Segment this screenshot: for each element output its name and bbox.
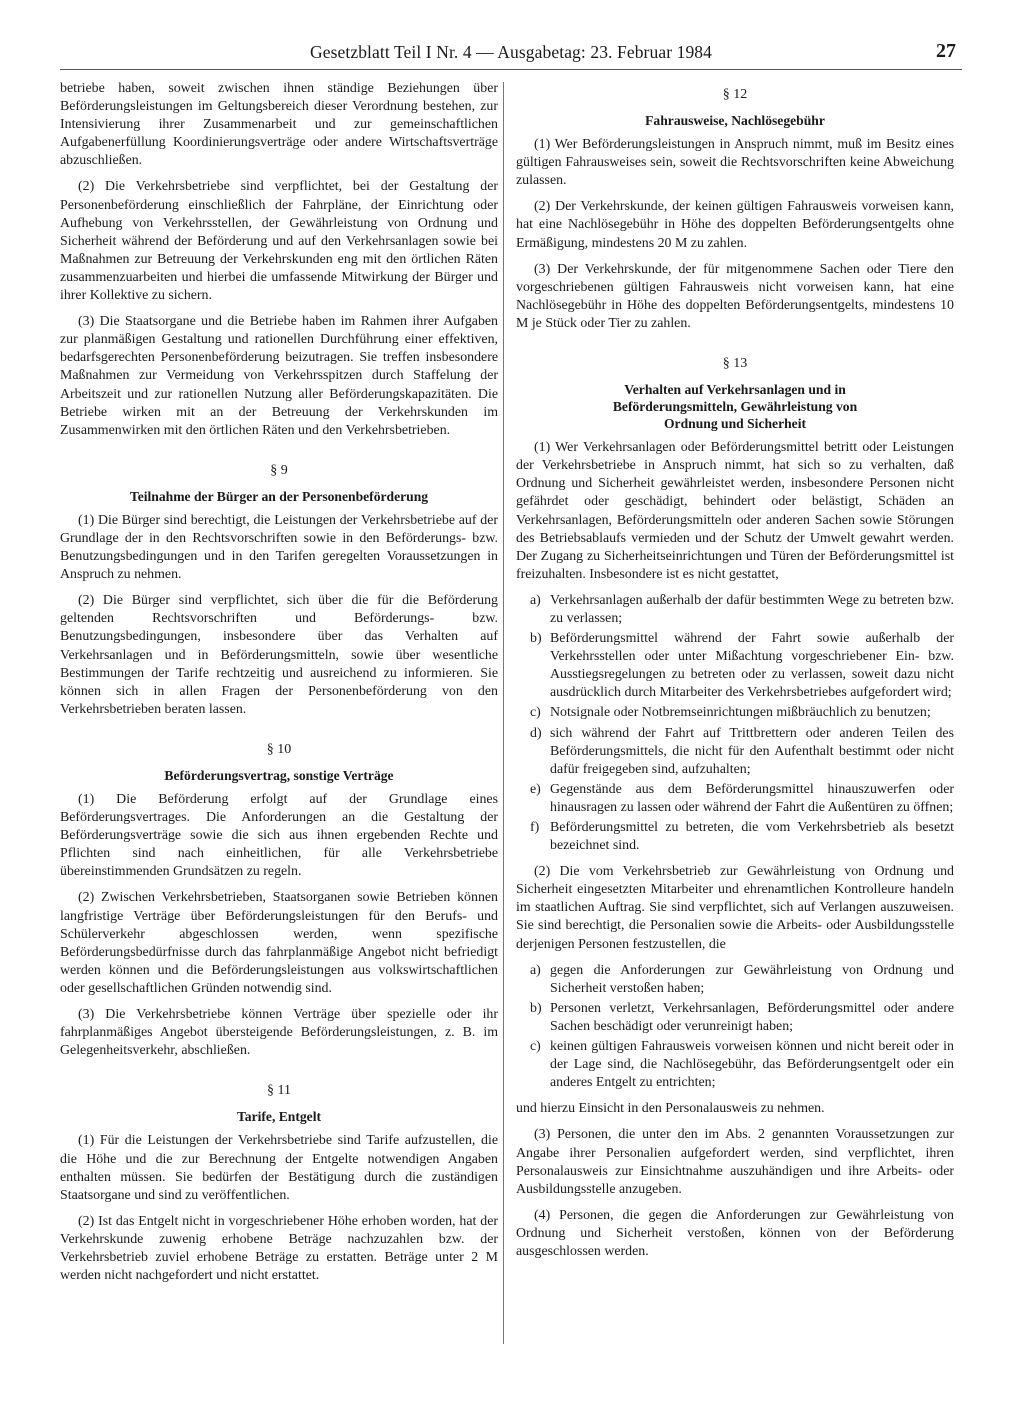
paragraph: (3) Die Staatsorgane und die Betriebe haben im Rahmen ihrer Aufgaben zur planmäßigen Gestaltung und rationellen Durchführung einer effektiven, bedarfsgerechten Personenbeförderung beizutragen. Sie treffen insbesondere Maßnahmen zur Vermeidung von Verkehrsspitzen durch Staffelung der Arbeitszeit und zur rationellen Nutzung aller Beförderungskapazitäten. Die Betriebe wirken mit an der Betreuung der Verkehrskunden im Zusammenwirken mit den örtlichen Räten und den Verkehrsbetrieben. xyxy=(60,314,498,438)
left-column xyxy=(60,80,498,1293)
paragraph: (2) Ist das Entgelt nicht in vorgeschriebener Höhe erhoben worden, hat der Verkehrskunde zuwenig erhobene Beträge nachzuzahlen bzw. der Verkehrsbetrieb zuviel erhobene Beträge zu erstatten. Beträge unter 2 M werden nicht nachgefordert und nicht erstattet. xyxy=(60,1213,498,1284)
right-column xyxy=(516,80,954,1269)
paragraph: (3) Personen, die unter den im Abs. 2 genannten Voraussetzungen zur Angabe ihrer Personalien aufgefordert werden, sind verpflichtet, ihren Personalausweis zur Einsichtnahme auszuhändigen und ihre Arbeits- oder Ausbildungsstelle anzugeben. xyxy=(516,1127,954,1197)
list-text: Notsignale oder Notbremseinrichtungen mißbräuchlich zu benutzen; xyxy=(550,705,931,721)
list-text: sich während der Fahrt auf Trittbrettern oder anderen Teilen des Beförderungsmittels, die nicht für den Aufenthalt bestimmt oder nicht dafür freigegeben sind, aufzuhalten; xyxy=(550,725,954,777)
list-item xyxy=(516,630,954,702)
header-rule xyxy=(60,69,962,70)
section-title: Fahrausweise, Nachlösegebühr xyxy=(645,113,825,129)
paragraph: (4) Personen, die gegen die Anforderungen zur Gewährleistung von Ordnung und Sicherheit verstoßen, können von der Beförderung ausgeschlossen werden. xyxy=(516,1207,954,1259)
paragraph: (2) Der Verkehrskunde, der keinen gültigen Fahrausweis vorweisen kann, hat eine Nachlösegebühr in Höhe des doppelten Beförderungsentgelts ohne Ermäßigung, mindestens 20 M zu zahlen. xyxy=(516,199,954,251)
section-number: § 11 xyxy=(267,1083,291,1099)
violation-list xyxy=(516,962,954,1093)
list-letter: d) xyxy=(530,725,542,741)
list-letter: b) xyxy=(530,1000,542,1016)
paragraph: (1) Die Beförderung erfolgt auf der Grundlage eines Beförderungsvertrages. Die Anforderungen an die Gestaltung der Beförderungsverträge sowie die sich aus ihnen ergebenden Rechte und Pflichten sind nach einheitlichen, für alle Verkehrsbetriebe übereinstimmenden Grundsätzen zu regeln. xyxy=(60,792,498,880)
paragraph: betriebe haben, soweit zwischen ihnen ständige Beziehungen über Beförderungsleistungen im Geltungsbereich dieser Verordnung bestehen, zur Intensivierung ihrer Zusammenarbeit und zur gemeinschaftlichen Aufgabenerfüllung Koordinierungsverträge oder andere Wirtschaftsverträge abzuschließen. xyxy=(60,81,498,169)
paragraph: (3) Die Verkehrsbetriebe können Verträge über spezielle oder ihr fahrplanmäßiges Angebot übersteigende Beförderungsleistungen, z. B. im Gelegenheitsverkehr, abschließen. xyxy=(60,1007,498,1059)
list-letter: a) xyxy=(530,962,541,978)
paragraph: (2) Die Bürger sind verpflichtet, sich über die für die Beförderung geltenden Rechtsvorschriften und Beförderungs- bzw. Benutzungsbedingungen, insbesondere über das Verhalten auf Verkehrsanlagen und in Beförderungsmitteln, sowie über wesentliche Bestimmungen der Tarife rechtzeitig und ausreichend zu informieren. Sie können sich in allen Fragen der Personenbeförderung von den Verkehrsbetrieben beraten lassen. xyxy=(60,593,498,717)
section-title: Teilnahme der Bürger an der Personenbeförderung xyxy=(129,488,429,504)
header-title: Gesetzblatt Teil I Nr. 4 — Ausgabetag: 23. Februar 1984 xyxy=(310,42,712,62)
section-number: § 10 xyxy=(266,741,292,757)
page-number: 27 xyxy=(936,40,956,62)
paragraph: und hierzu Einsicht in den Personalausweis zu nehmen. xyxy=(516,1101,825,1117)
section-title: Tarife, Entgelt xyxy=(236,1109,322,1125)
list-text: Beförderungsmittel zu betreten, die vom Verkehrsbetrieb als besetzt bezeichnet sind. xyxy=(550,820,954,854)
section-title: Beförderungsvertrag, sonstige Verträge xyxy=(164,768,394,783)
list-text: Beförderungsmittel während der Fahrt sowie außerhalb der Verkehrsstellen oder unter Mißachtung vorgeschriebener Ein- bzw. Ausstiegsregelungen zu betreten oder zu verlassen, soweit dazu nicht ausdrücklich durch Mitarbeiter des Verkehrsbetriebes aufgefordert wird; xyxy=(550,631,954,701)
page-header xyxy=(60,36,962,72)
paragraph: (1) Für die Leistungen der Verkehrsbetriebe sind Tarife aufzustellen, die die Höhe und die zur Berechnung der Entgelte notwendigen Angaben enthalten müssen. Sie bedürfen der Bestätigung durch die zuständigen Staatsorgane und sind zu veröffentlichen. xyxy=(60,1133,498,1203)
paragraph: (1) Wer Verkehrsanlagen oder Beförderungsmittel betritt oder Leistungen der Verkehrsbetriebe in Anspruch nimmt, hat sich so zu verhalten, daß Ordnung und Sicherheit gewährleistet werden, insbesondere Personen nicht gefährdet oder geschädigt, behindert oder belästigt, Schäden an Verkehrsanlagen, Beförderungsmitteln oder anderen Sachen sowie Störungen des Betriebsablaufs vermieden und der Schutz der Umwelt gewahrt werden. Der Zugang zu Sicherheitseinrichtungen und Türen der Beförderungsmittel ist freizuhalten. Insbesondere ist es nicht gestattet, xyxy=(516,440,954,582)
list-text: Gegenstände aus dem Beförderungsmittel hinauszuwerfen oder hinausragen zu lassen oder während der Fahrt die Außentüren zu öffnen; xyxy=(550,781,954,815)
list-item xyxy=(516,704,954,722)
prohibition-list xyxy=(516,592,954,855)
list-text: Verkehrsanlagen außerhalb der dafür bestimmten Wege zu betreten bzw. zu verlassen; xyxy=(550,592,954,626)
list-letter: a) xyxy=(530,592,541,608)
paragraph: (2) Die Verkehrsbetriebe sind verpflichtet, bei der Gestaltung der Personenbeförderung einschließlich der Fahrpläne, der Einrichtung oder Aufhebung von Verkehrsstellen, der Gewährleistung von Ordnung und Sicherheit während der Beförderung und auf den Verkehrsanlagen sowie bei Maßnahmen zur Betreuung der Verkehrskunden eng mit den örtlichen Räten zusammenzuarbeiten und hierbei die umfassende Mitwirkung der Bürger und ihrer Kollektive zu sichern. xyxy=(60,179,498,304)
list-item xyxy=(516,592,954,628)
paragraph: (3) Der Verkehrskunde, der für mitgenommene Sachen oder Tiere den vorgeschriebenen gültigen Fahrausweis nicht vorweisen kann, hat eine Nachlösegebühr in Höhe des doppelten Beförderungsentgelts, mindestens 10 M je Stück oder Tier zu zahlen. xyxy=(516,261,954,331)
list-item xyxy=(516,962,954,998)
list-text: Personen verletzt, Verkehrsanlagen, Beförderungsmittel oder andere Sachen beschädigt oder verunreinigt haben; xyxy=(550,1000,954,1034)
paragraph: (2) Die vom Verkehrsbetrieb zur Gewährleistung von Ordnung und Sicherheit eingesetzten Mitarbeiter und ehrenamtlichen Kontrolleure handeln im staatlichen Auftrag. Sie sind verpflichtet, sich auf Verlangen auszuweisen. Sie sind berechtigt, die Personalien sowie die Arbeits- oder Ausbildungsstelle derjenigen Personen festzustellen, die xyxy=(516,864,954,952)
paragraph: (2) Zwischen Verkehrsbetrieben, Staatsorganen sowie Betrieben können langfristige Verträge über Beförderungsleistungen für den Berufs- und Schülerverkehr abgeschlossen werden, wenn spezifische Beförderungsbedürfnisse durch das fahrplanmäßige Angebot nicht befriedigt werden können und die Beförderungsleistungen aus volkswirtschaftlichen oder gesellschaftlichen Gründen notwendig sind. xyxy=(60,890,498,996)
list-letter: b) xyxy=(530,631,542,647)
list-letter: c) xyxy=(530,705,541,721)
list-letter: e) xyxy=(530,781,541,797)
list-item xyxy=(516,1000,954,1036)
paragraph: (1) Die Bürger sind berechtigt, die Leistungen der Verkehrsbetriebe auf der Grundlage der in den Rechtsvorschriften sowie in den Beförderungs- bzw. Benutzungsbedingungen und in den Tarifen geregelten Voraussetzungen in Anspruch zu nehmen. xyxy=(60,512,498,583)
list-letter: c) xyxy=(530,1039,541,1055)
column-divider xyxy=(503,82,504,1344)
list-item xyxy=(516,819,954,855)
list-item xyxy=(516,725,954,779)
list-text: gegen die Anforderungen zur Gewährleistung von Ordnung und Sicherheit verstoßen haben; xyxy=(550,962,954,996)
section-title: Verhalten auf Verkehrsanlagen und in Beförderungsmitteln, Gewährleistung von Ordnung und Sicherheit xyxy=(612,382,858,432)
list-item xyxy=(516,1038,954,1092)
section-number: § 9 xyxy=(270,462,288,478)
section-number: § 12 xyxy=(722,87,748,102)
paragraph: (1) Wer Beförderungsleistungen in Anspruch nimmt, muß im Besitz eines gültigen Fahrausweises sein, soweit die Rechtsvorschriften keine Abweichung zulassen. xyxy=(516,137,954,189)
list-letter: f) xyxy=(530,820,540,835)
section-number: § 13 xyxy=(722,356,748,372)
list-item xyxy=(516,781,954,817)
list-text: keinen gültigen Fahrausweis vorweisen können und nicht bereit oder in der Lage sind, die Nachlösegebühr, das Beförderungsentgelt oder ein anderes Entgelt zu entrichten; xyxy=(550,1039,954,1091)
